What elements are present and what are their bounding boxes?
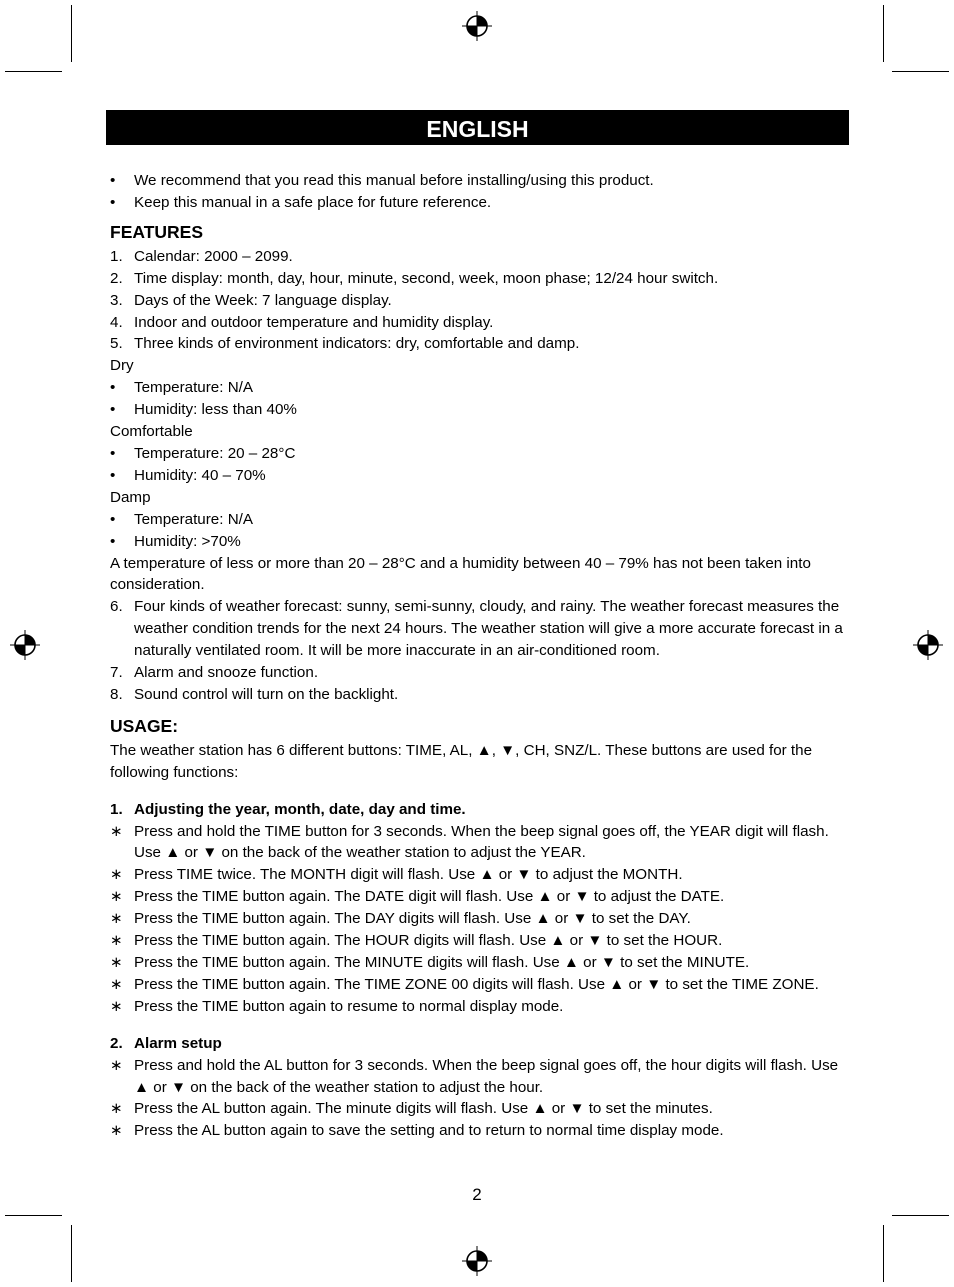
language-banner: ENGLISH	[106, 110, 849, 145]
usage-section-title: 2. Alarm setup	[110, 1034, 222, 1052]
usage-step: ∗ Press and hold the AL button for 3 seconds. When the beep signal goes off, the hour digits will flash. Use ▲ or ▼ on the back of the weather station to adjust the hour.	[110, 1056, 839, 1096]
usage-intro: The weather station has 6 different buttons: TIME, AL, ▲, ▼, CH, SNZ/L. These buttons are used for the following functions:	[110, 741, 813, 781]
indicator-bullet: • Temperature: N/A	[110, 379, 254, 397]
usage-section-title: 1. Adjusting the year, month, date, day and time.	[110, 800, 466, 818]
usage-step: ∗ Press the TIME button again. The TIME ZONE 00 digits will flash. Use ▲ or ▼ to set the TIME ZONE.	[110, 975, 819, 993]
page-number: 2	[472, 1185, 482, 1204]
usage-heading: USAGE:	[110, 715, 179, 736]
usage-step: ∗ Press the TIME button again. The HOUR digits will flash. Use ▲ or ▼ to set the HOUR.	[110, 932, 723, 950]
intro-bullet: • We recommend that you read this manual before installing/using this product.	[110, 172, 654, 189]
usage-step: ∗ Press and hold the TIME button for 3 seconds. When the beep signal goes off, the YEAR digit will flash. Use ▲ or ▼ on the back of the weather station to adjust the YEAR.	[110, 822, 829, 862]
feature-item: 1. Calendar: 2000 – 2099.	[110, 247, 293, 265]
features-heading: FEATURES	[110, 221, 204, 242]
feature-item: 7. Alarm and snooze function.	[110, 664, 319, 682]
registration-mark-icon	[10, 630, 40, 660]
usage-step: ∗ Press the TIME button again to resume to normal display mode.	[110, 997, 564, 1015]
crop-mark	[883, 1225, 884, 1282]
feature-item: 6. Four kinds of weather forecast: sunny, semi-sunny, cloudy, and rainy. The weather forecast measures the weather condition trends for the next 24 hours. The weather station will give a more accurate forecast in a naturally ventilated room. It will be more inaccurate in an air-conditioned room.	[110, 598, 843, 660]
registration-mark-icon	[462, 11, 492, 41]
manual-content	[110, 170, 850, 1142]
crop-mark	[892, 71, 949, 72]
indicator-bullet: • Temperature: N/A	[110, 510, 254, 528]
indicator-bullet: • Temperature: 20 – 28°C	[110, 444, 296, 462]
intro-bullet: • Keep this manual in a safe place for future reference.	[110, 193, 492, 211]
indicator-bullet: • Humidity: >70%	[110, 532, 241, 550]
crop-mark	[71, 5, 72, 62]
crop-mark	[5, 1215, 62, 1216]
usage-step: ∗ Press the TIME button again. The DATE digit will flash. Use ▲ or ▼ to adjust the DATE.	[110, 888, 725, 906]
usage-step: ∗ Press TIME twice. The MONTH digit will flash. Use ▲ or ▼ to adjust the MONTH.	[110, 866, 683, 884]
indicator-bullet: • Humidity: 40 – 70%	[110, 466, 266, 484]
crop-mark	[5, 71, 62, 72]
indicator-label-dry: Dry	[110, 357, 134, 375]
usage-step: ∗ Press the TIME button again. The DAY digits will flash. Use ▲ or ▼ to set the DAY.	[110, 910, 691, 928]
feature-item: 4. Indoor and outdoor temperature and humidity display.	[110, 313, 494, 331]
registration-mark-icon	[913, 630, 943, 660]
indicator-note: A temperature of less or more than 20 – 28°C and a humidity between 40 – 79% has not been taken into consideration.	[110, 554, 811, 594]
feature-item: 3. Days of the Week: 7 language display.	[110, 291, 392, 309]
indicator-label-damp: Damp	[110, 488, 151, 506]
crop-mark	[71, 1225, 72, 1282]
usage-step: ∗ Press the AL button again to save the setting and to return to normal time display mode.	[110, 1122, 724, 1140]
usage-step: ∗ Press the AL button again. The minute digits will flash. Use ▲ or ▼ to set the minutes.	[110, 1100, 713, 1118]
indicator-label-comfortable: Comfortable	[110, 423, 193, 441]
usage-step: ∗ Press the TIME button again. The MINUTE digits will flash. Use ▲ or ▼ to set the MINUTE.	[110, 954, 750, 971]
crop-mark	[892, 1215, 949, 1216]
feature-item: 2. Time display: month, day, hour, minute, second, week, moon phase; 12/24 hour switch.	[110, 269, 719, 287]
feature-item: 8. Sound control will turn on the backlight.	[110, 685, 399, 703]
feature-item: 5. Three kinds of environment indicators: dry, comfortable and damp.	[110, 335, 580, 353]
indicator-bullet: • Humidity: less than 40%	[110, 401, 297, 419]
crop-mark	[883, 5, 884, 62]
registration-mark-icon	[462, 1246, 492, 1276]
